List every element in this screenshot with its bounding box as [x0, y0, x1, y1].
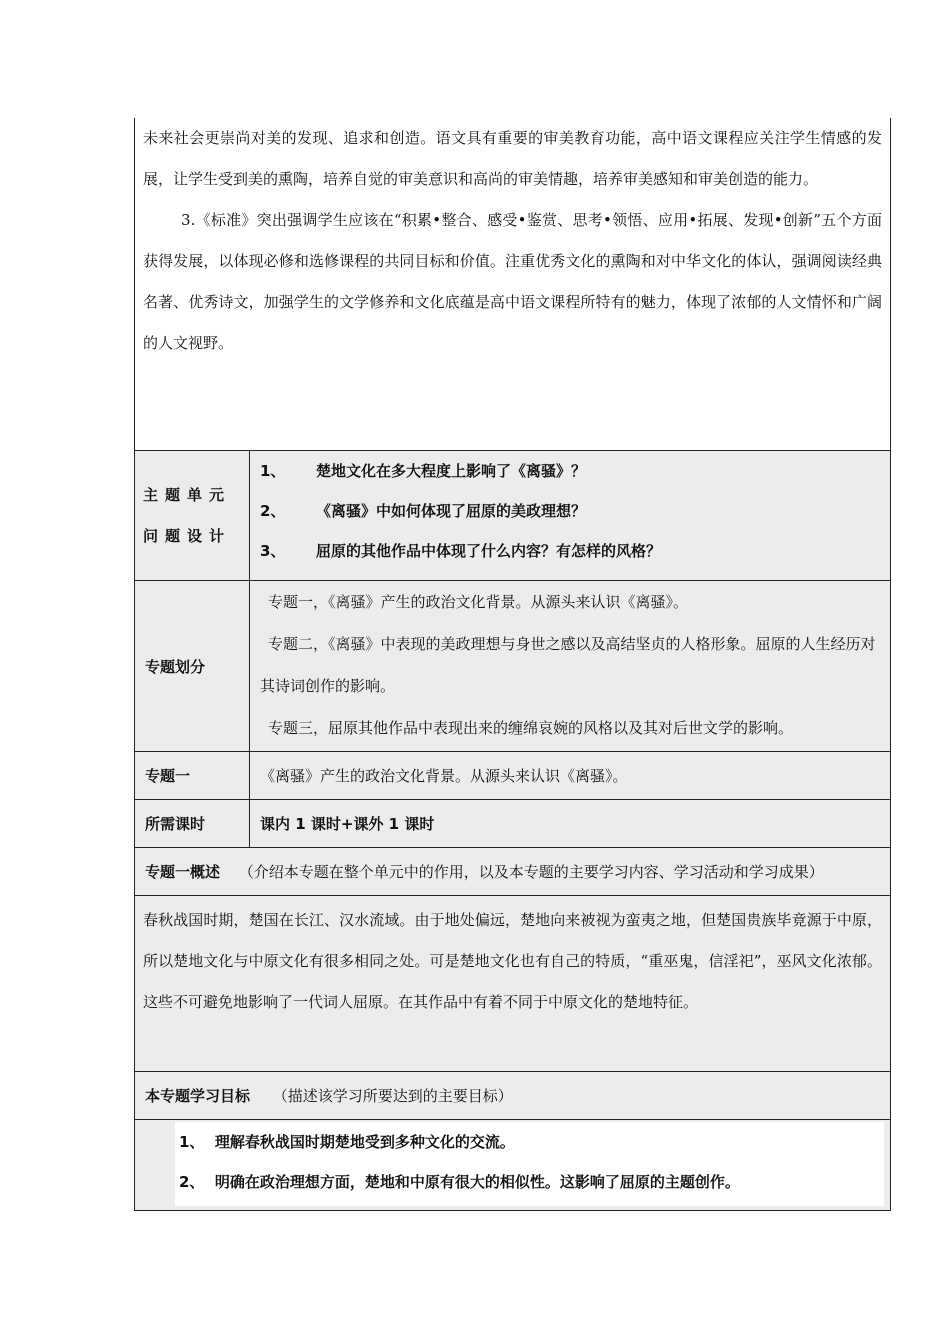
topic1-row [135, 752, 891, 800]
hours-row [135, 800, 891, 848]
topic1-cell [250, 752, 891, 800]
overview-header-cell [135, 848, 891, 896]
intro-cell [135, 118, 891, 451]
questions-label: 主题单元问题设计 [143, 485, 232, 545]
question-item: 2、 《离骚》中如何体现了屈原的美政理想？ [260, 502, 587, 520]
topic1-label-cell [135, 752, 250, 800]
topics-label: 专题划分 [145, 657, 206, 676]
intro-paragraph-2: 3.《标准》突出强调学生应该在“积累•整合、感受•鉴赏、思考•领悟、应用•拓展、发现•创新”五个方面获得发展，以体现必修和选修课程的共同目标和价值。注重优秀文化的熏陶和对中华文化的体认，强调阅读经典名著、优秀诗文，加强学生的文学修养和文化底蕴是高中语文课程所特有的魅力，体现了浓郁的人文情怀和广阔的人文视野。 [143, 211, 882, 352]
hours-label: 所需课时 [145, 815, 206, 833]
overview-label: 专题一概述 [145, 863, 221, 881]
topic-item-3: 专题三，屈原其他作品中表现出来的缠绵哀婉的风格以及其对后世文学的影响。 [268, 719, 794, 737]
hours-text: 课内 1 课时+课外 1 课时 [260, 815, 435, 833]
topics-row [135, 581, 891, 752]
topics-label-cell [135, 581, 250, 752]
topic-item-1: 专题一，《离骚》产生的政治文化背景。从源头来认识《离骚》。 [268, 593, 689, 611]
overview-body-row [135, 896, 891, 1072]
questions-cell [250, 451, 891, 581]
topic1-label: 专题一 [145, 767, 191, 785]
goals-header-row [135, 1072, 891, 1120]
topic1-text: 《离骚》产生的政治文化背景。从源头来认识《离骚》。 [260, 766, 628, 785]
topic-item-2: 专题二，《离骚》中表现的美政理想与身世之感以及高结坚贞的人格形象。屈原的人生经历对其诗词创作的影响。 [260, 635, 876, 695]
intro-paragraph-1: 未来社会更崇尚对美的发现、追求和创造。语文具有重要的审美教育功能，高中语文课程应关注学生情感的发展，让学生受到美的熏陶，培养自觉的审美意识和高尚的审美情趣，培养审美感知和审美创造的能力。 [143, 129, 882, 188]
lesson-plan-table [134, 118, 891, 1211]
overview-text: 春秋战国时期，楚国在长江、汉水流域。由于地处偏远，楚地向来被视为蛮夷之地，但楚国贵族毕竟源于中原，所以楚地文化与中原文化有很多相同之处。可是楚地文化也有自己的特质，“重巫鬼，信淫祀”，巫风文化浓郁。这些不可避免地影响了一代词人屈原。在其作品中有着不同于中原文化的楚地特征。 [143, 911, 882, 1011]
topics-cell [250, 581, 891, 752]
goals-header-cell [135, 1072, 891, 1120]
hours-label-cell [135, 800, 250, 848]
question-item: 1、 楚地文化在多大程度上影响了《离骚》？ [260, 462, 587, 480]
goals-list [175, 1122, 884, 1206]
goal-item: 2、 明确在政治理想方面，楚地和中原有很大的相似性。这影响了屈原的主题创作。 [179, 1173, 740, 1191]
questions-label-cell [135, 451, 250, 581]
overview-body-cell [135, 896, 891, 1072]
lesson-plan-document [134, 118, 890, 1211]
goals-body-cell [135, 1120, 891, 1211]
hours-cell [250, 800, 891, 848]
goals-label: 本专题学习目标 [145, 1087, 251, 1105]
question-item: 3、 屈原的其他作品中体现了什么内容？有怎样的风格？ [260, 542, 662, 560]
overview-header-row [135, 848, 891, 896]
goal-item: 1、 理解春秋战国时期楚地受到多种文化的交流。 [179, 1133, 515, 1151]
goals-note: （描述该学习所要达到的主要目标） [272, 1087, 513, 1105]
goals-body-row [135, 1120, 891, 1211]
questions-row [135, 451, 891, 581]
intro-row [135, 118, 891, 451]
overview-note: （介绍本专题在整个单元中的作用，以及本专题的主要学习内容、学习活动和学习成果） [238, 863, 824, 881]
